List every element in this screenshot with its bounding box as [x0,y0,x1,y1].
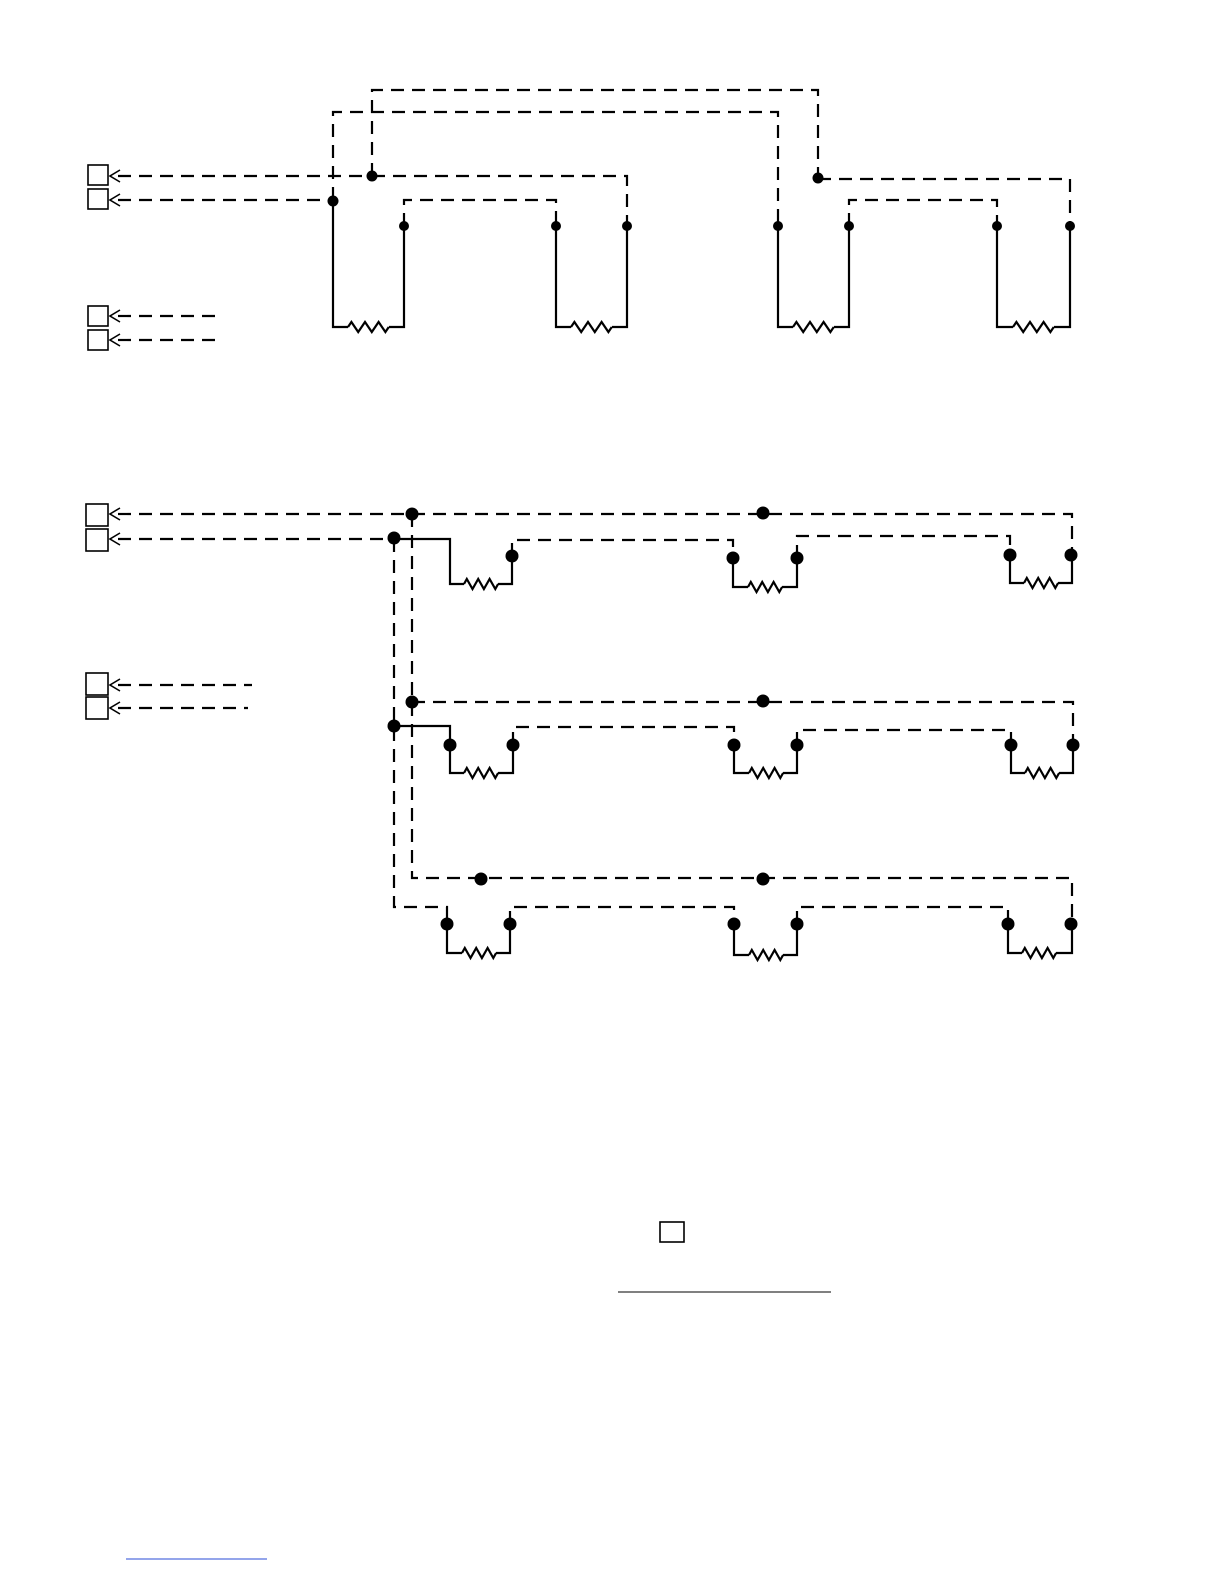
junction-node [1067,739,1080,752]
junction-node [773,221,783,231]
resistor-leg [778,226,793,327]
resistor-leg [389,226,404,327]
junction-node [367,171,378,182]
junction-node [507,739,520,752]
resistor-symbol [1025,768,1059,778]
bridge-route [797,536,1010,558]
bridge-route [513,727,734,745]
junction-node [551,221,561,231]
crossover-route-outer [372,90,818,177]
terminal-box [88,306,108,326]
junction-node [328,196,339,207]
bridge-route [797,907,1008,924]
row-bus [412,702,1073,745]
resistor-leg [834,226,849,327]
resistor-leg [394,726,450,745]
terminal-box [86,529,108,551]
resistor-leg [1054,226,1070,327]
junction-node [992,221,1002,231]
terminal-box [88,165,108,185]
terminal-box [86,697,108,719]
terminal-box [86,504,108,526]
junction-node [444,739,457,752]
resistor-symbol [464,768,498,778]
resistor-symbol [749,950,783,960]
junction-node [441,918,454,931]
resistor-leg [333,200,348,327]
junction-node [388,532,401,545]
junction-node [791,552,804,565]
resistor-symbol [1013,322,1054,332]
junction-node [388,720,401,733]
junction-node [406,696,419,709]
junction-node [1004,549,1017,562]
resistor-symbol [749,768,783,778]
junction-node [757,695,770,708]
junction-node [622,221,632,231]
caption-box [660,1222,684,1242]
resistor-leg [394,539,464,584]
junction-node [406,508,419,521]
bottom-schematic [86,504,1080,960]
bridge-route [510,907,734,924]
junction-node [504,918,517,931]
junction-node [1002,918,1015,931]
terminal-box [88,189,108,209]
resistor-symbol [348,322,389,332]
crossover-route-inner [333,112,778,226]
bridge-route [818,179,1070,226]
junction-node [757,873,770,886]
junction-node [728,739,741,752]
bridge-route [404,200,556,226]
junction-node [399,221,409,231]
junction-node [813,173,824,184]
resistor-leg [556,226,571,327]
resistor-symbol [1024,578,1058,588]
junction-node [844,221,854,231]
junction-node [728,918,741,931]
resistor-symbol [1022,948,1056,958]
junction-node [1065,918,1078,931]
junction-node [475,873,488,886]
junction-node [791,739,804,752]
junction-node [1005,739,1018,752]
junction-node [791,918,804,931]
junction-node [506,550,519,563]
bridge-route [797,730,1011,745]
terminal-box [86,673,108,695]
resistor-symbol [571,322,612,332]
resistor-symbol [793,322,834,332]
junction-node [757,507,770,520]
bridge-route [849,200,997,226]
top-schematic [88,90,1075,350]
resistor-symbol [464,579,498,589]
resistor-leg [612,226,627,327]
junction-node [727,552,740,565]
junction-node [1065,549,1078,562]
junction-node [1065,221,1075,231]
resistor-symbol [748,582,782,592]
vertical-bus [394,539,447,924]
terminal-box [88,330,108,350]
resistor-symbol [462,948,496,958]
resistor-leg [997,226,1013,327]
bridge-route [512,540,733,558]
